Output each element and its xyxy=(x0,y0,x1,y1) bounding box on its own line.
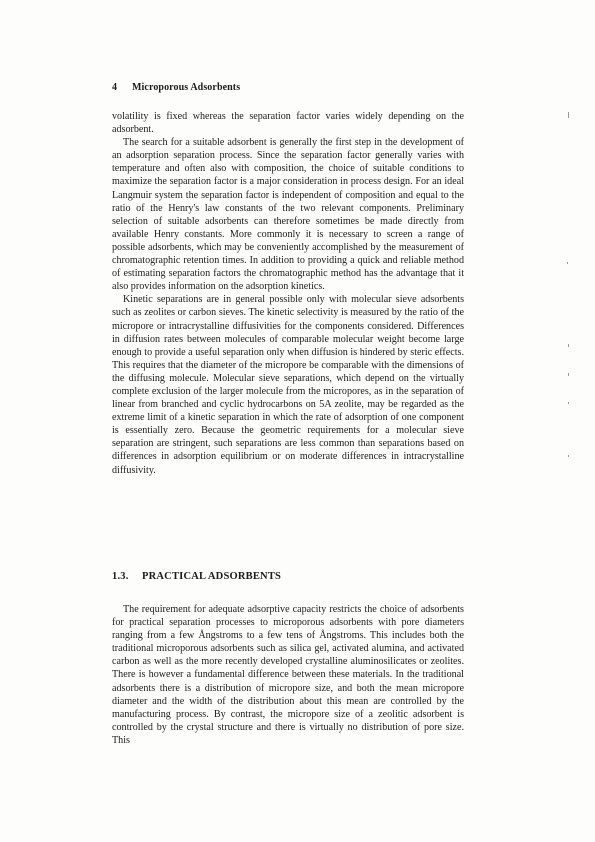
margin-mark xyxy=(568,112,569,118)
paragraph-kinetic-separations: Kinetic separations are in general possible only with molecular sieve adsorbents such as zeolites or carbon sieves. The kinetic selectivity is measured by the ratio of the micropore or intracrystalline diffusivities for the components considered. Differences in diffusion rates between molecules of comparable molecular weight become large enough to provide a useful separation only when diffusion is hindered by steric effects. This requires that the diameter of the micropore be comparable with the dimensions of the diffusing molecule. Molecular sieve separations, which depend on the virtually complete exclusion of the larger molecule from the micropores, as in the separation of linear from branched and cyclic hydrocarbons on 5A zeolite, may be regarded as the extreme limit of a kinetic separation in which the rate of adsorption of one component is essentially zero. Because the geometric requirements for a molecular sieve separation are stringent, such separations are less common than separations based on differences in adsorption equilibrium or on moderate differences in intracrystalline diffusivity. xyxy=(112,294,464,476)
section-body-text xyxy=(112,603,464,747)
paragraph-practical-adsorbents: The requirement for adequate adsorptive capacity restricts the choice of adsorbents for practical separation processes to microporous adsorbents with pore diameters ranging from a few Ångstroms to a few tens of Ångstroms. This includes both the traditional microporous adsorbents such as silica gel, activated alumina, and activated carbon as well as the more recently developed crystalline aluminosilicates or zeolites. There is however a fundamental difference between these materials. In the traditional adsorbents there is a distribution of micropore size, and both the mean micropore diameter and the width of the distribution about this mean are controlled by the manufacturing process. By contrast, the micropore size of a zeolitic adsorbent is controlled by the crystal structure and there is virtually no distribution of pore size. This xyxy=(112,604,464,746)
running-head xyxy=(112,82,240,93)
section-title: PRACTICAL ADSORBENTS xyxy=(142,571,282,582)
running-head-title: Microporous Adsorbents xyxy=(132,82,241,93)
page-number: 4 xyxy=(112,82,118,93)
margin-mark xyxy=(568,344,569,347)
margin-mark xyxy=(567,262,568,264)
margin-mark xyxy=(568,373,569,376)
section-heading xyxy=(112,571,281,582)
margin-mark xyxy=(568,455,569,457)
body-text xyxy=(112,110,464,477)
margin-mark xyxy=(568,402,569,404)
paragraph-continued: volatility is fixed whereas the separation factor varies widely depending on the adsorbent. xyxy=(112,111,464,136)
section-number: 1.3. xyxy=(112,571,129,582)
paragraph-adsorbent-search: The search for a suitable adsorbent is generally the first step in the development of an adsorption separation process. Since the separation factor generally varies with temperature and often also with composition, the choice of suitable conditions to maximize the separation factor is a major consideration in process design. For an ideal Langmuir system the separation factor is independent of composition and equal to the ratio of the Henry's law constants of the two relevant components. Preliminary selection of suitable adsorbents can therefore sometimes be made directly from available Henry constants. More commonly it is necessary to screen a range of possible adsorbents, which may be conveniently accomplished by the measurement of chromatographic retention times. In addition to providing a quick and reliable method of estimating separation factors the chromatographic method has the advantage that it also provides information on the adsorption kinetics. xyxy=(112,137,464,293)
